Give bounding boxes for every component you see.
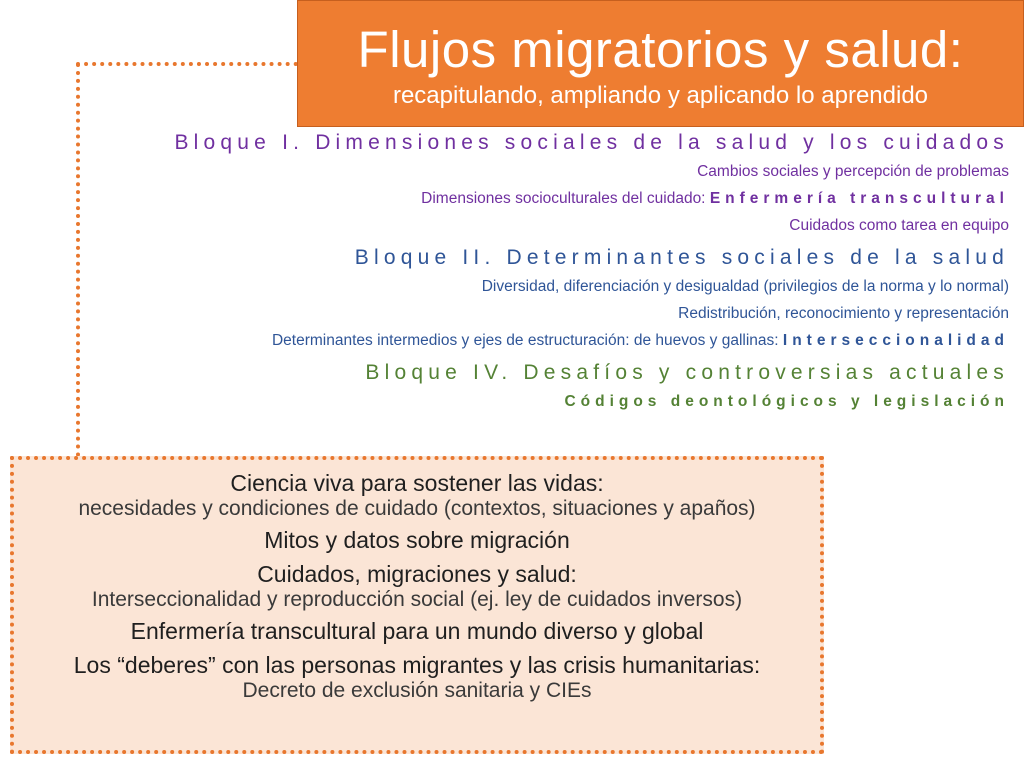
topic-item (14, 652, 820, 702)
course-blocks (129, 128, 1009, 415)
block-heading (129, 128, 1009, 158)
topic-title: Los “deberes” con las personas migrantes y las crisis humanitarias: (73, 652, 761, 678)
block-heading (129, 358, 1009, 388)
block-title: Dimensiones sociales de la salud y los cuidados (304, 131, 1009, 154)
dotted-connector-vertical (76, 63, 80, 457)
block-1 (129, 128, 1009, 239)
block-title: Determinantes sociales de la salud (495, 246, 1009, 269)
block-label: Bloque II. (354, 246, 496, 269)
block-item-text: Cuidados como tarea en equipo (789, 217, 1009, 234)
topic-title: Enfermería transcultural para un mundo diverso y global (130, 618, 704, 644)
block-item-text: Redistribución, reconocimiento y representación (678, 305, 1009, 322)
block-item (129, 300, 1009, 327)
block-heading (129, 243, 1009, 273)
block-label: Bloque I. (174, 131, 305, 154)
block-item (129, 327, 1009, 354)
block-item-emphasis: Códigos deontológicos y legislación (564, 393, 1009, 410)
block-item-text: Diversidad, diferenciación y desigualdad (privilegios de la norma y lo normal) (481, 278, 1009, 295)
topic-title: Cuidados, migraciones y salud: (257, 561, 577, 587)
slide-title: Flujos migratorios y salud: (357, 21, 964, 78)
topic-subtitle: Decreto de exclusión sanitaria y CIEs (242, 679, 592, 702)
block-item-text: Cambios sociales y percepción de problemas (697, 163, 1009, 180)
topic-title: Mitos y datos sobre migración (264, 527, 570, 553)
title-banner (297, 0, 1024, 127)
topic-item (14, 618, 820, 645)
block-item-text: Determinantes intermedios y ejes de estructuración: de huevos y gallinas: (271, 332, 783, 349)
topic-subtitle: Interseccionalidad y reproducción social (ej. ley de cuidados inversos) (91, 588, 743, 611)
block-item (129, 212, 1009, 239)
block-item (129, 273, 1009, 300)
topic-subtitle: necesidades y condiciones de cuidado (contextos, situaciones y apaños) (78, 497, 756, 520)
block-item (129, 158, 1009, 185)
block-4 (129, 358, 1009, 415)
topics-panel (10, 456, 824, 754)
block-2 (129, 243, 1009, 354)
block-title: Desafíos y controversias actuales (512, 361, 1009, 384)
slide-subtitle: recapitulando, ampliando y aplicando lo aprendido (392, 82, 929, 109)
block-item-emphasis: Enfermería transcultural (709, 190, 1009, 207)
block-item (129, 185, 1009, 212)
dotted-connector-horizontal (76, 62, 298, 66)
block-item (129, 388, 1009, 415)
block-item-emphasis: Interseccionalidad (782, 332, 1009, 349)
topic-item (14, 470, 820, 520)
block-label: Bloque IV. (365, 361, 513, 384)
block-item-text: Dimensiones socioculturales del cuidado: (421, 190, 710, 207)
topic-title: Ciencia viva para sostener las vidas: (230, 470, 604, 496)
topic-item (14, 561, 820, 611)
topic-item (14, 527, 820, 554)
